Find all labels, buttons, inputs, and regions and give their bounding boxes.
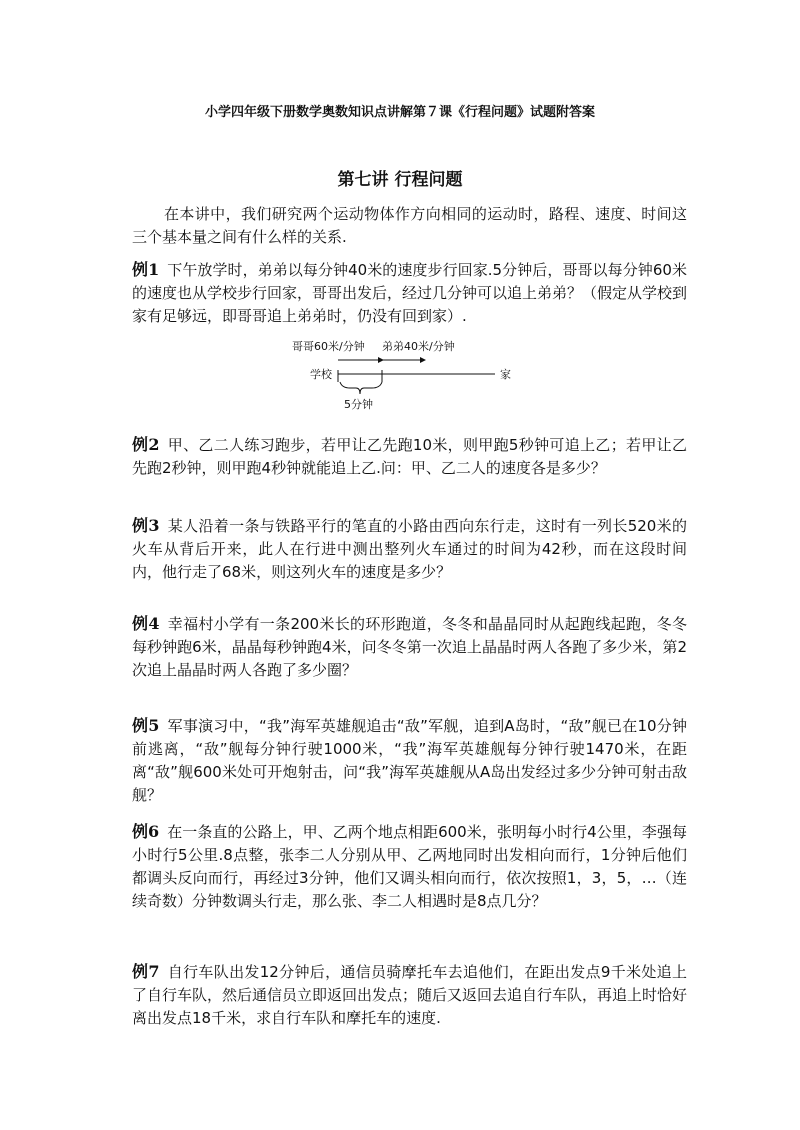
example-text: 自行车队出发12分钟后，通信员骑摩托车去追他们，在距出发点9千米处追上了自行车队，然后通信员立即返回出发点；随后又返回去追自行车队，再追上时恰好离出发点18千米，求自行车队和摩托车的速度.	[132, 963, 688, 1027]
example-2	[132, 433, 687, 480]
example-4	[132, 612, 687, 682]
example-text: 军事演习中，“我”海军英雄舰追击“敌”军舰，追到A岛时，“敌”舰已在10分钟前逃离，“敌”舰每分钟行驶1000米，“我”海军英雄舰每分钟行驶1470米，在距离“敌”舰600米处可开炮射击，问“我”海军英雄舰从A岛出发经过多少分钟可射击敌舰？	[132, 717, 687, 804]
example-label: 例4	[132, 614, 160, 633]
example-label: 例5	[132, 716, 160, 735]
younger-speed-label: 弟弟40米/分钟	[382, 340, 455, 353]
example-text: 下午放学时，弟弟以每分钟40米的速度步行回家.5分钟后，哥哥以每分钟60米的速度也从学校步行回家，哥哥出发后，经过几分钟可以追上弟弟？（假定从学校到家有足够远，即哥哥追上弟弟时，仍没有回到家）.	[132, 261, 688, 325]
brother-speed-label: 哥哥60米/分钟	[292, 340, 365, 353]
example-label: 例1	[132, 260, 160, 279]
intro-paragraph: 在本讲中，我们研究两个运动物体作方向相同的运动时，路程、速度、时间这三个基本量之间有什么样的关系.	[132, 205, 687, 246]
example-label: 例6	[132, 822, 160, 841]
example-text: 某人沿着一条与铁路平行的笔直的小路由西向东行走，这时有一列长520米的火车从背后开来，此人在行进中测出整列火车通过的时间为42秒，而在这段时间内，他行走了68米，则这列火车的速度是多少？	[132, 517, 687, 581]
home-label: 家	[500, 368, 511, 381]
example-label: 例2	[132, 435, 160, 454]
example-1	[132, 258, 687, 328]
example-text: 甲、乙二人练习跑步，若甲让乙先跑10米，则甲跑5秒钟可追上乙；若甲让乙先跑2秒钟，则甲跑4秒钟就能追上乙.问：甲、乙二人的速度各是多少？	[132, 436, 688, 477]
lecture-title: 第七讲 行程问题	[337, 170, 463, 190]
example-3	[132, 514, 687, 584]
example-7	[132, 960, 687, 1030]
document-title: 小学四年级下册数学奥数知识点讲解第７课《行程问题》试题附答案	[204, 105, 595, 120]
pursuit-diagram	[290, 332, 530, 412]
example-label: 例7	[132, 962, 160, 981]
example-label: 例3	[132, 516, 160, 535]
example-6	[132, 820, 687, 913]
example-text: 在一条直的公路上，甲、乙两个地点相距600米，张明每小时行4公里，李强每小时行5公里.8点整，张李二人分别从甲、乙两地同时出发相向而行，1分钟后他们都调头反向而行，再经过3分钟，他们又调头相向而行，依次按照1，3，5，…（连续奇数）分钟数调头行走，那么张、李二人相遇时是8点几分？	[132, 823, 687, 910]
example-text: 幸福村小学有一条200米长的环形跑道，冬冬和晶晶同时从起跑线起跑，冬冬每秒钟跑6米，晶晶每秒钟跑4米，问冬冬第一次追上晶晶时两人各跑了多少米，第2次追上晶晶时两人各跑了多少圈？	[132, 615, 687, 679]
school-label: 学校	[310, 368, 332, 381]
example-5	[132, 714, 687, 807]
time-gap-label: 5分钟	[344, 398, 373, 411]
